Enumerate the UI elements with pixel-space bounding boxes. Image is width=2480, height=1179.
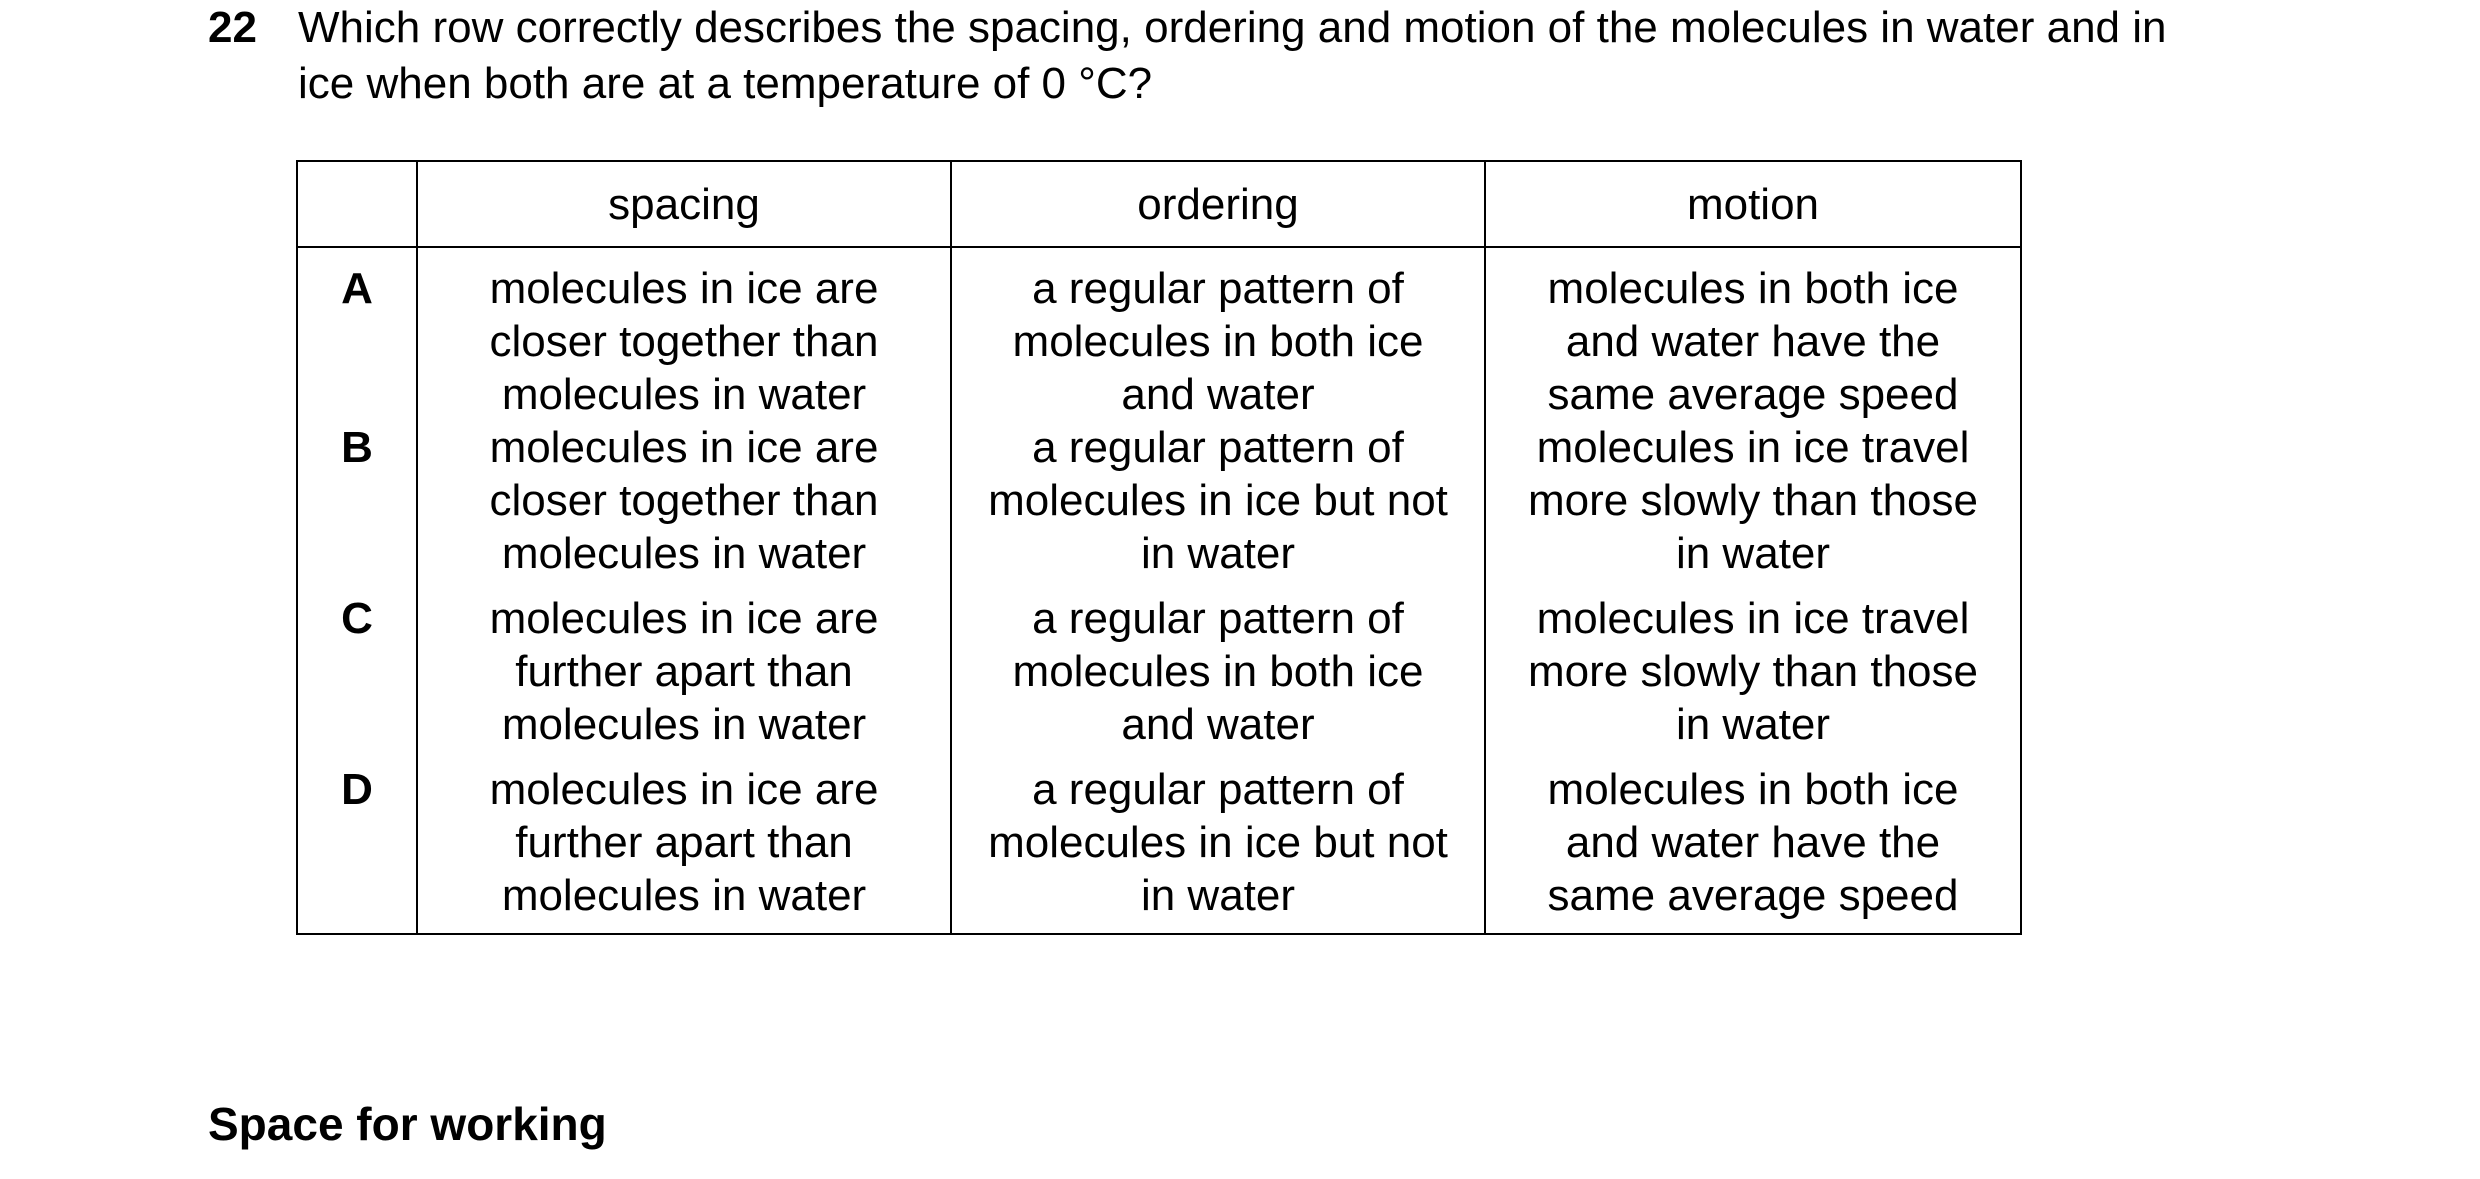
cell-line: same average speed [1547,370,1959,419]
cell-line: a regular pattern of [1032,264,1404,313]
cell-line: closer together than [489,476,879,525]
cell-line: more slowly than those [1528,476,1978,525]
header-row [297,161,2021,247]
header-cell-spacing: spacing [417,161,951,247]
cell-line: molecules in water [501,370,867,419]
cell-line: molecules in both ice [1012,647,1424,696]
cell-line: molecules in both ice [1547,264,1959,313]
cell-line: in water [1675,529,1831,578]
option-letter: C [297,592,417,763]
cell-line: a regular pattern of [1032,594,1404,643]
cell-line: same average speed [1547,871,1959,920]
cell-line: molecules in ice are [489,765,879,814]
cell-line: and water [1121,370,1315,419]
option-row-c [297,592,2021,763]
cell-line: and water have the [1565,317,1941,366]
cell-line: in water [1140,871,1296,920]
cell-line: and water [1121,700,1315,749]
cell-line: molecules in ice are [489,594,879,643]
question-text-line: Which row correctly describes the spacing, ordering and motion of the molecules in water and in [298,3,2167,52]
cell-line: in water [1675,700,1831,749]
cell-line: closer together than [489,317,879,366]
spacing-cell [417,763,951,934]
ordering-cell [951,592,1485,763]
ordering-cell [951,421,1485,592]
option-letter: D [297,763,417,934]
ordering-cell [951,763,1485,934]
cell-line: further apart than [515,647,853,696]
cell-line: molecules in ice travel [1536,423,1970,472]
question-number: 22 [208,3,257,52]
question-text-line: ice when both are at a temperature of 0 °C? [298,59,1153,108]
cell-line: a regular pattern of [1032,423,1404,472]
cell-line: molecules in water [501,871,867,920]
option-row-a [297,247,2021,421]
option-row-b [297,421,2021,592]
option-letter: B [297,421,417,592]
header-cell-ordering: ordering [951,161,1485,247]
cell-line: molecules in water [501,529,867,578]
motion-cell [1485,247,2021,421]
option-row-d [297,763,2021,934]
spacing-cell [417,592,951,763]
spacing-cell [417,421,951,592]
spacing-cell [417,247,951,421]
cell-line: further apart than [515,818,853,867]
cell-line: molecules in ice are [489,264,879,313]
cell-line: and water have the [1565,818,1941,867]
cell-line: molecules in both ice [1012,317,1424,366]
options-table [296,160,2022,935]
cell-line: a regular pattern of [1032,765,1404,814]
option-letter: A [297,247,417,421]
cell-line: molecules in ice travel [1536,594,1970,643]
header-cell-motion: motion [1485,161,2021,247]
motion-cell [1485,763,2021,934]
cell-line: molecules in ice but not [988,476,1448,525]
cell-line: molecules in water [501,700,867,749]
cell-line: molecules in both ice [1547,765,1959,814]
cell-line: molecules in ice but not [988,818,1448,867]
cell-line: in water [1140,529,1296,578]
motion-cell [1485,421,2021,592]
working-space-label: Space for working [208,1098,607,1150]
motion-cell [1485,592,2021,763]
cell-line: molecules in ice are [489,423,879,472]
cell-line: more slowly than those [1528,647,1978,696]
header-cell-empty [297,161,417,247]
question-text [298,0,2318,112]
ordering-cell [951,247,1485,421]
